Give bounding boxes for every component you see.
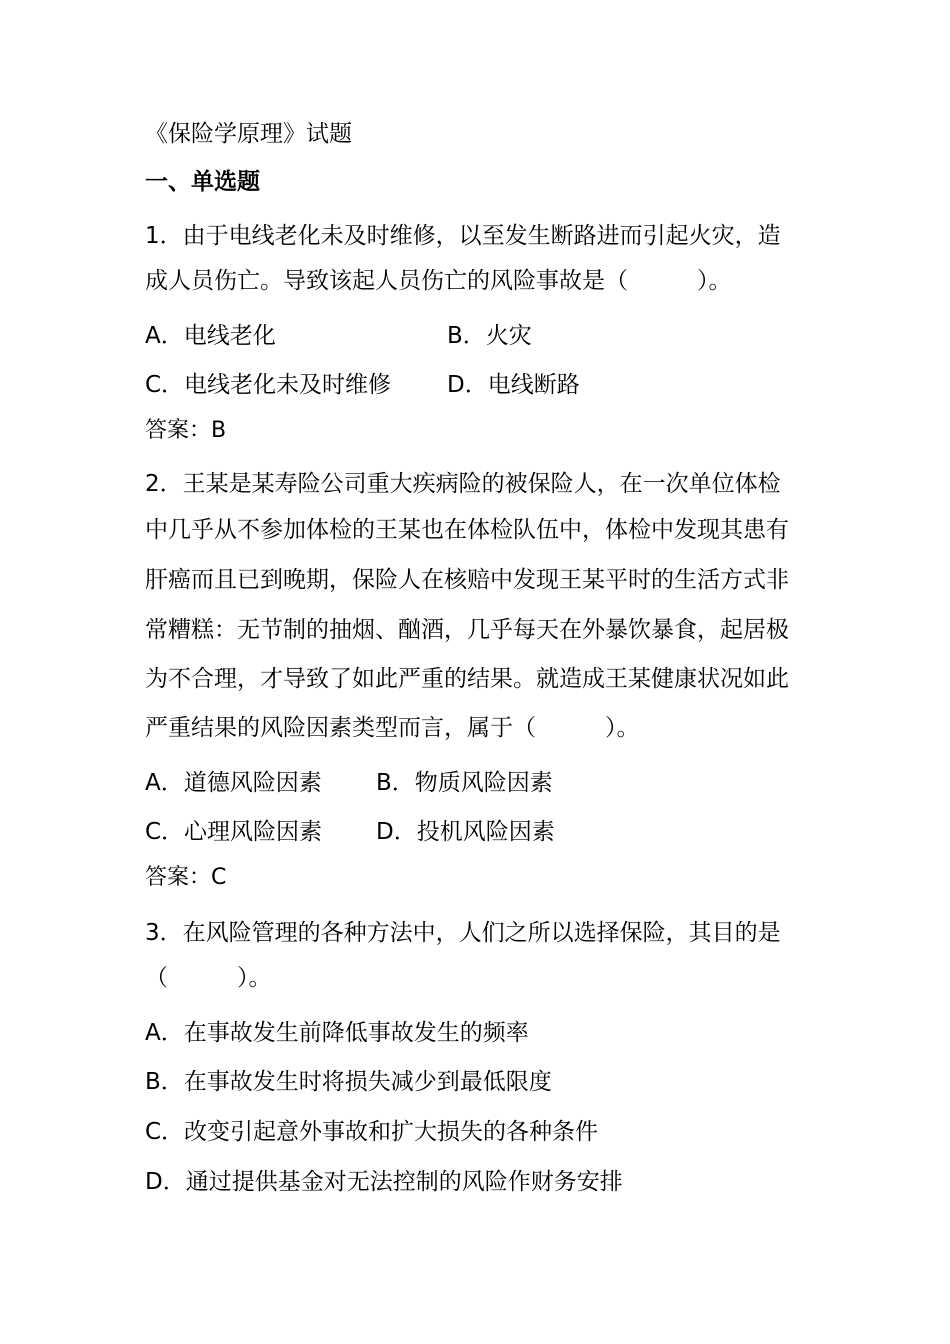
question-2-option-a: A．道德风险因素 bbox=[145, 770, 322, 796]
question-2-text-line-6: 严重结果的风险因素类型而言，属于（ ）。 bbox=[145, 715, 640, 741]
question-3-text-line-1: 3．在风险管理的各种方法中，人们之所以选择保险，其目的是 bbox=[145, 920, 781, 946]
question-2-option-b: B．物质风险因素 bbox=[376, 770, 553, 796]
question-2-text-line-2: 中几乎从不参加体检的王某也在体检队伍中，体检中发现其患有 bbox=[145, 517, 789, 543]
question-1-answer: 答案：B bbox=[145, 418, 227, 443]
question-2-text-line-5: 为不合理，才导致了如此严重的结果。就造成王某健康状况如此 bbox=[145, 666, 789, 692]
question-1-option-b: B．火灾 bbox=[447, 323, 532, 349]
question-2-answer: 答案：C bbox=[145, 865, 227, 890]
question-1-text-line-2: 成人员伤亡。导致该起人员伤亡的风险事故是（ ）。 bbox=[145, 268, 732, 294]
question-1-option-d: D．电线断路 bbox=[447, 372, 580, 398]
question-2-text-line-3: 肝癌而且已到晚期，保险人在核赔中发现王某平时的生活方式非 bbox=[145, 567, 789, 593]
question-3-text-line-2: （ ）。 bbox=[145, 965, 272, 991]
question-1-text-line-1: 1．由于电线老化未及时维修，以至发生断路进而引起火灾，造 bbox=[145, 223, 781, 249]
question-3-option-b: B．在事故发生时将损失减少到最低限度 bbox=[145, 1069, 552, 1095]
question-2-option-c: C．心理风险因素 bbox=[145, 819, 323, 845]
section-heading: 一、单选题 bbox=[145, 169, 260, 195]
question-3-option-c: C．改变引起意外事故和扩大损失的各种条件 bbox=[145, 1119, 599, 1145]
document-title: 《保险学原理》试题 bbox=[145, 121, 352, 147]
question-3-option-a: A．在事故发生前降低事故发生的频率 bbox=[145, 1020, 529, 1046]
question-2-text-line-1: 2．王某是某寿险公司重大疾病险的被保险人，在一次单位体检 bbox=[145, 471, 781, 497]
question-1-option-c: C．电线老化未及时维修 bbox=[145, 372, 392, 398]
question-2-option-d: D．投机风险因素 bbox=[376, 819, 555, 845]
question-3-option-d: D．通过提供基金对无法控制的风险作财务安排 bbox=[145, 1169, 623, 1195]
question-2-text-line-4: 常糟糕：无节制的抽烟、酗酒，几乎每天在外暴饮暴食，起居极 bbox=[145, 617, 789, 643]
question-1-option-a: A．电线老化 bbox=[145, 323, 276, 349]
